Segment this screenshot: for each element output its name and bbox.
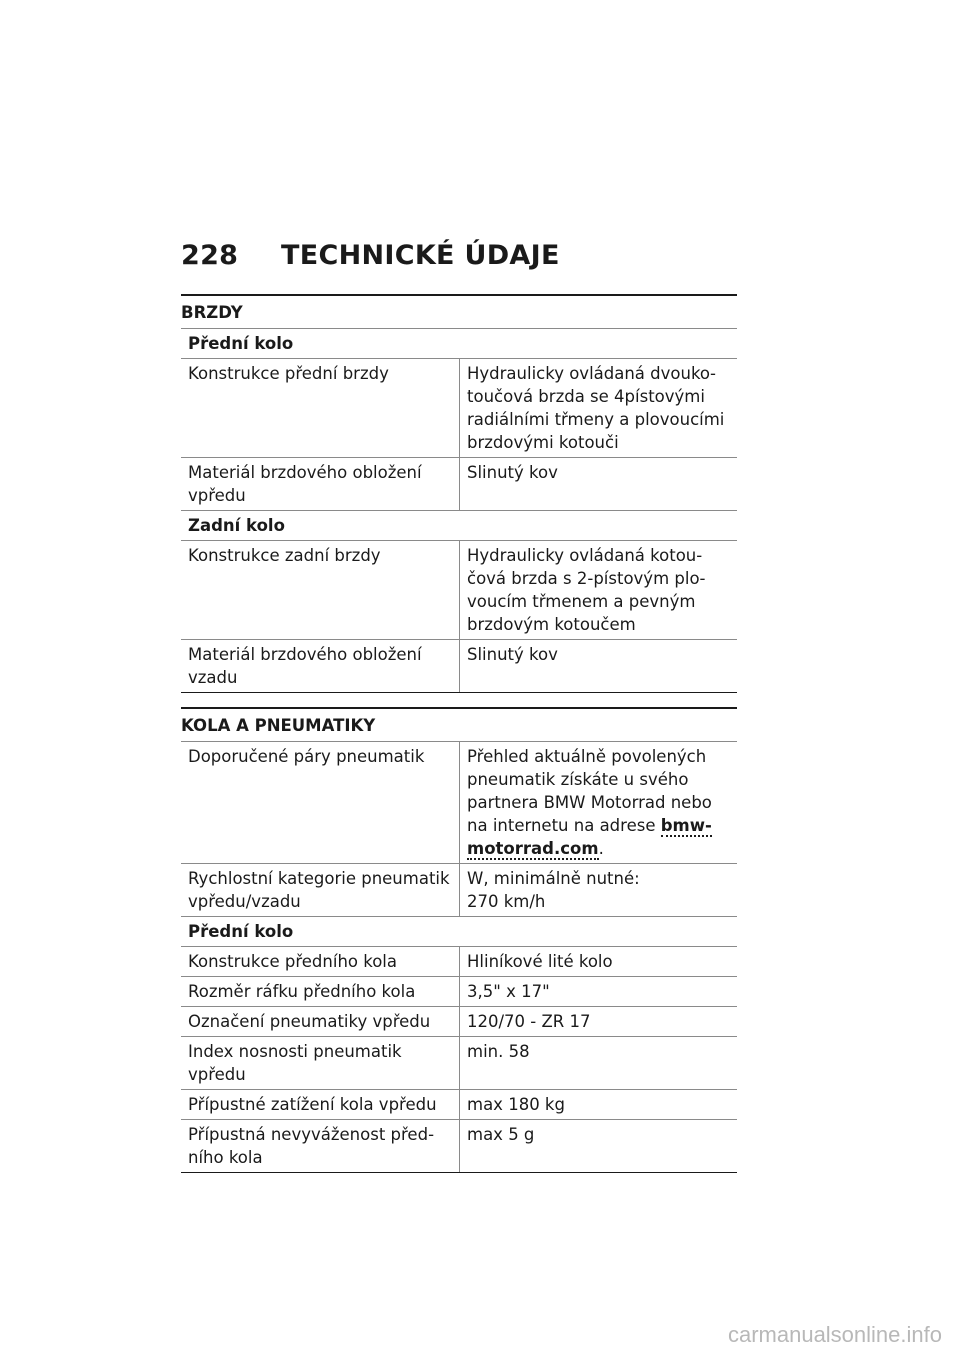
row-label: Konstrukce přední brzdy xyxy=(181,359,460,458)
subheading-front-wheel: Přední kolo xyxy=(181,329,737,359)
row-label: Materiál brzdového obložení vzadu xyxy=(181,640,460,693)
row-value: Hydraulicky ovládaná kotoučová brzda s 2-pístovým plovoucím třmenem a pevným brzdovým kotoučem xyxy=(460,541,738,640)
table-row xyxy=(181,977,737,1007)
row-label: Materiál brzdového obložení vpředu xyxy=(181,458,460,511)
row-label: Rychlostní kategorie pneumatik vpředu/vzadu xyxy=(181,864,460,917)
row-value: Hliníkové lité kolo xyxy=(460,947,738,977)
table-row xyxy=(181,1037,737,1090)
wheels-table xyxy=(181,741,737,1173)
manual-page xyxy=(181,240,737,1173)
page-number: 228 xyxy=(181,240,239,271)
section-title-brakes: BRZDY xyxy=(181,294,737,328)
row-value: 3,5" x 17" xyxy=(460,977,738,1007)
watermark: carmanualsonline.info xyxy=(727,1322,942,1347)
row-value: max 5 g xyxy=(460,1120,738,1173)
bmw-motorrad-link[interactable]: bmw-motorrad.com xyxy=(467,816,712,858)
link-suffix: . xyxy=(598,839,604,858)
row-label: Označení pneumatiky vpředu xyxy=(181,1007,460,1037)
row-label: Doporučené páry pneumatik xyxy=(181,742,460,864)
row-value: min. 58 xyxy=(460,1037,738,1090)
table-row xyxy=(181,1090,737,1120)
row-value: 120/70 - ZR 17 xyxy=(460,1007,738,1037)
page-title: TECHNICKÉ ÚDAJE xyxy=(281,240,560,271)
table-row xyxy=(181,359,737,458)
row-value: Slinutý kov xyxy=(460,458,738,511)
table-row xyxy=(181,947,737,977)
subheading-rear-wheel: Zadní kolo xyxy=(181,511,737,541)
row-label: Index nosnosti pneumatik vpředu xyxy=(181,1037,460,1090)
table-row xyxy=(181,1120,737,1173)
row-label: Přípustná nevyváženost předního kola xyxy=(181,1120,460,1173)
table-row xyxy=(181,864,737,917)
row-value: Slinutý kov xyxy=(460,640,738,693)
row-label: Konstrukce předního kola xyxy=(181,947,460,977)
table-row xyxy=(181,742,737,864)
row-label: Rozměr ráfku předního kola xyxy=(181,977,460,1007)
section-title-wheels-tyres: KOLA A PNEUMATIKY xyxy=(181,707,737,741)
table-row xyxy=(181,1007,737,1037)
speed-value-line-2: 270 km/h xyxy=(467,892,546,911)
brakes-table xyxy=(181,328,737,693)
table-row xyxy=(181,541,737,640)
row-value xyxy=(460,742,738,864)
table-row xyxy=(181,640,737,693)
row-value: Hydraulicky ovládaná dvoukotoučová brzda se 4pístovými radiálními třmeny a plovoucími brzdovými kotouči xyxy=(460,359,738,458)
subheading-front-wheel: Přední kolo xyxy=(181,917,737,947)
row-value xyxy=(460,864,738,917)
table-row xyxy=(181,458,737,511)
row-label: Konstrukce zadní brzdy xyxy=(181,541,460,640)
row-value: max 180 kg xyxy=(460,1090,738,1120)
tyre-pairs-text: Přehled aktuálně povolených pneumatik získáte u svého partnera BMW Motorrad nebo na internetu na adrese xyxy=(467,747,712,835)
speed-value-line-1: W, minimálně nutné: xyxy=(467,869,640,888)
page-header xyxy=(181,240,737,286)
row-label: Přípustné zatížení kola vpředu xyxy=(181,1090,460,1120)
